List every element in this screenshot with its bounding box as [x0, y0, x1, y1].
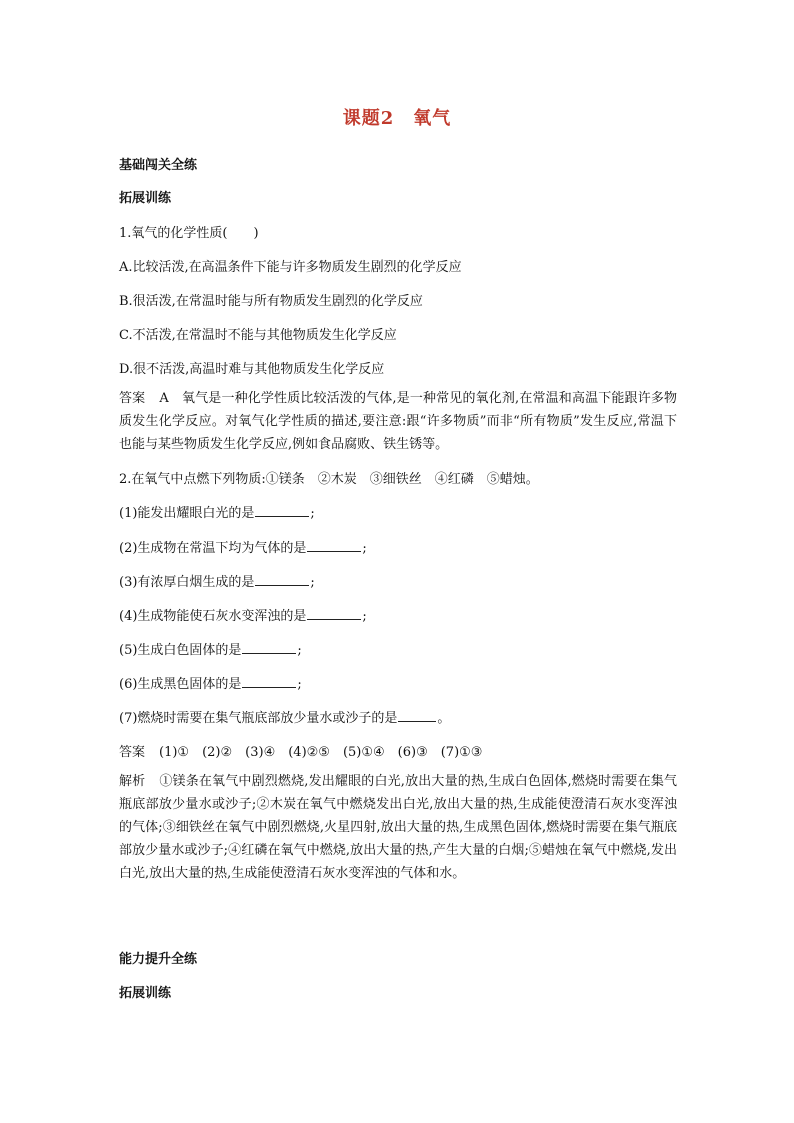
- question-2-part-2: (2)生成物在常温下均为气体的是 ;: [119, 541, 367, 556]
- section-heading-basic: 基础闯关全练: [119, 158, 198, 173]
- question-2-analysis: [119, 770, 677, 885]
- answer-blank[interactable]: [242, 675, 296, 688]
- question-1-answer: [119, 387, 677, 456]
- section-heading-extension: 拓展训练: [119, 191, 172, 206]
- analysis-text: ①镁条在氧气中剧烈燃烧,发出耀眼的白光,放出大量的热,生成白色固体,燃烧时需要在集气瓶底部放少量水或沙子;②木炭在氧气中燃烧发出白光,放出大量的热,生成能使澄清石灰水变浑浊的气体;③细铁丝在氧气中剧烈燃烧,火星四射,放出大量的热,生成黑色固体,燃烧时需要在集气瓶底部放少量水或沙子;④红磷在氧气中燃烧,放出大量的热,产生大量的白烟;⑤蜡烛在氧气中燃烧,发出白光,放出大量的热,生成能使澄清石灰水变浑浊的气体和水。: [119, 774, 677, 881]
- question-2-part-6: (6)生成黑色固体的是 ;: [119, 677, 302, 692]
- question-2-part-4: (4)生成物能使石灰水变浑浊的是 ;: [119, 609, 367, 624]
- question-1-option-b: B.很活泼,在常温时能与所有物质发生剧烈的化学反应: [119, 294, 423, 309]
- answer-text: A 氧气是一种化学性质比较活泼的气体,是一种常见的氧化剂,在常温和高温下能跟许多物质发生化学反应。对氧气化学性质的描述,要注意:跟“许多物质”而非“所有物质”发生反应,常温下也能与某些物质发生化学反应,例如食品腐败、铁生锈等。: [119, 391, 677, 452]
- section-heading-extension-2: 拓展训练: [119, 986, 172, 1001]
- question-2-answer: [119, 741, 482, 760]
- answer-blank[interactable]: [255, 504, 309, 517]
- question-2-part-7: (7)燃烧时需要在集气瓶底部放少量水或沙子的是 。: [119, 711, 451, 726]
- question-1-stem: 1.氧气的化学性质( ): [119, 226, 259, 241]
- answer-blank[interactable]: [255, 573, 309, 586]
- answer-label: 答案: [119, 745, 146, 760]
- question-1-option-d: D.很不活泼,高温时难与其他物质发生化学反应: [119, 362, 385, 377]
- answer-blank[interactable]: [307, 539, 361, 552]
- question-2-part-5: (5)生成白色固体的是 ;: [119, 643, 302, 658]
- question-2-stem: 2.在氧气中点燃下列物质:①镁条 ②木炭 ③细铁丝 ④红磷 ⑤蜡烛。: [119, 472, 539, 487]
- page-title: 课题2 氧气: [342, 108, 452, 129]
- question-2-part-3: (3)有浓厚白烟生成的是 ;: [119, 575, 315, 590]
- analysis-label: 解析: [119, 774, 146, 789]
- section-heading-advanced: 能力提升全练: [119, 952, 198, 967]
- question-1-option-a: A.比较活泼,在高温条件下能与许多物质发生剧烈的化学反应: [119, 260, 462, 275]
- answer-text: (1)① (2)② (3)④ (4)②⑤ (5)①④ (6)③ (7)①③: [159, 745, 483, 760]
- answer-blank[interactable]: [242, 641, 296, 654]
- question-1-option-c: C.不活泼,在常温时不能与其他物质发生化学反应: [119, 328, 397, 343]
- answer-blank[interactable]: [398, 709, 436, 722]
- answer-blank[interactable]: [307, 607, 361, 620]
- answer-label: 答案: [119, 391, 146, 406]
- question-2-part-1: (1)能发出耀眼白光的是 ;: [119, 506, 315, 521]
